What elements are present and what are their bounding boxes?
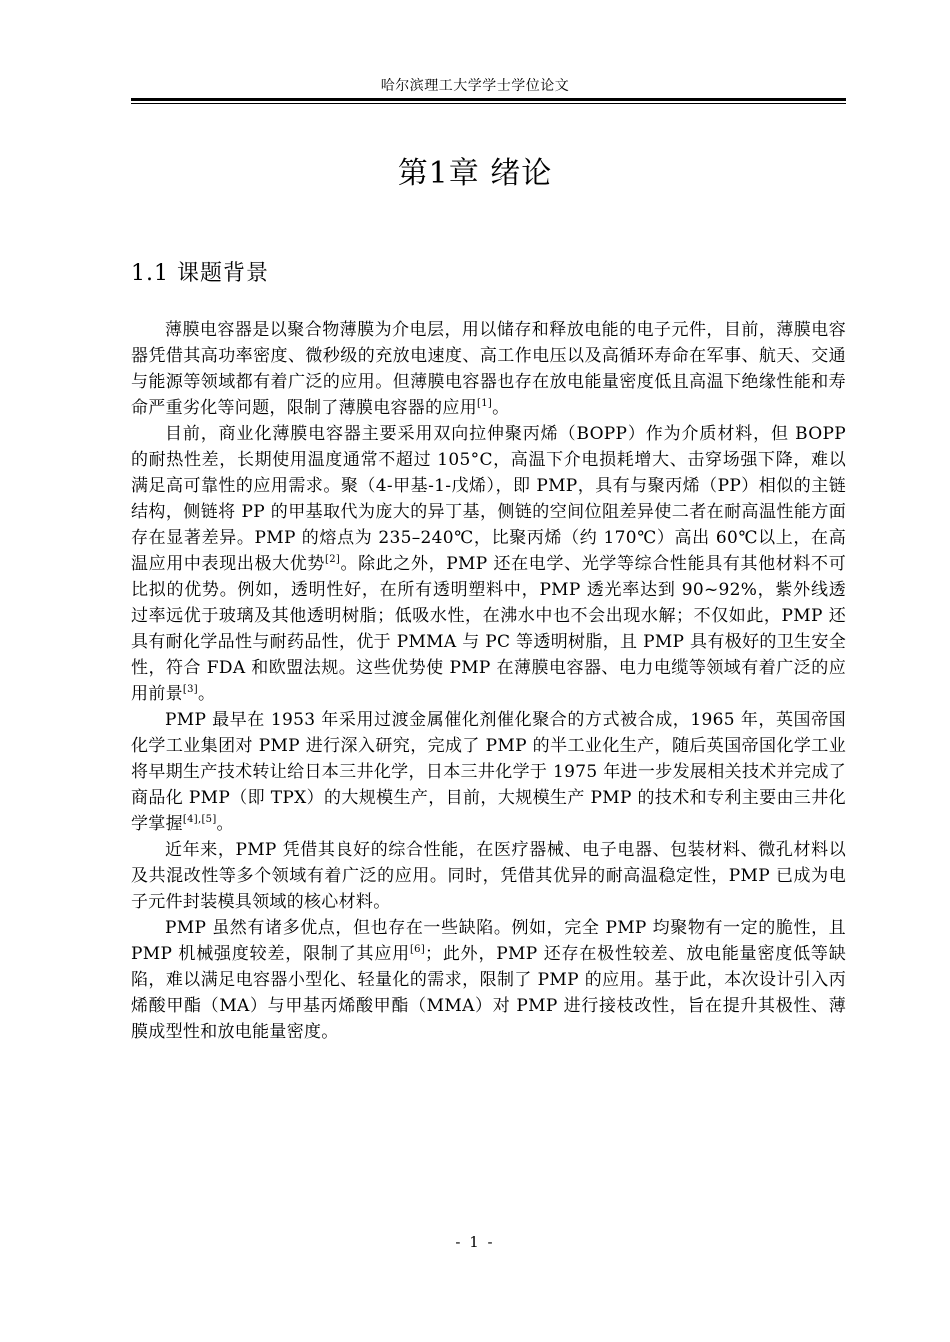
paragraph-text: 近年来，PMP 凭借其良好的综合性能，在医疗器械、电子电器、包装材料、微孔材料以及共混改性等多个领域有着广泛的应用。同时，凭借其优异的耐高温稳定性，PMP 已成为电子元件封装模具领域的核心材料。 [131,840,846,912]
paragraph-5 [131,915,846,1045]
citation: [4],[5] [182,814,217,825]
paragraph-2 [131,421,846,707]
paragraph-4 [131,837,846,915]
paragraph-text: 。 [492,398,510,418]
paragraph-text: PMP 虽然有诸多优点，但也存在一些缺陷。例如，完全 PMP 均聚物有一定的脆性，且 PMP 机械强度较差，限制了其应用 [131,918,846,964]
running-header: 哈尔滨理工大学学士学位论文 [380,78,570,94]
paragraph-3 [131,707,846,837]
paragraph-text: 。除此之外，PMP 还在电学、光学等综合性能具有其他材料不可比拟的优势。例如，透明性好，在所有透明塑料中，PMP 透光率达到 90~92%，紫外线透过率远优于玻璃及其他透明树脂；低吸水性，在沸水中也不会出现水解；不仅如此，PMP 还具有耐化学品性与耐药品性，优于 PMMA 与 PC 等透明树脂，且 PMP 具有极好的卫生安全性，符合 FDA 和欧盟法规。这些优势使 PMP 在薄膜电容器、电力电缆等领域有着广泛的应用前景 [131,554,846,704]
header-rule-thick [131,98,846,101]
page-number: - 1 - [455,1233,495,1251]
citation: [6] [409,944,426,955]
paragraph-text: 。 [197,684,216,704]
paragraph-text: 。 [216,814,234,834]
paragraph-1 [131,317,846,421]
citation: [1] [477,398,493,409]
paragraph-text: ；此外，PMP 还存在极性较差、放电能量密度低等缺陷，难以满足电容器小型化、轻量化的需求，限制了 PMP 的应用。基于此，本次设计引入丙烯酸甲酯（MA）与甲基丙烯酸甲酯（MMA）对 PMP 进行接枝改性，旨在提升其极性、薄膜成型性和放电能量密度。 [131,944,846,1042]
paragraph-text: PMP 最早在 1953 年采用过渡金属催化剂催化聚合的方式被合成，1965 年，英国帝国化学工业集团对 PMP 进行深入研究，完成了 PMP 的半工业化生产，随后英国帝国化学工业将早期生产技术转让给日本三井化学，日本三井化学于 1975 年进一步发展相关技术并完成了商品化 PMP（即 TPX）的大规模生产，目前，大规模生产 PMP 的技术和专利主要由三井化学掌握 [131,710,846,834]
citation: [2] [325,554,341,565]
body-text [131,317,846,1045]
paragraph-text: 目前，商业化薄膜电容器主要采用双向拉伸聚丙烯（BOPP）作为介质材料，但 BOPP 的耐热性差，长期使用温度通常不超过 105°C，高温下介电损耗增大、击穿场强下降，难以满足高可靠性的应用需求。聚（4-甲基-1-戊烯），即 PMP，具有与聚丙烯（PP）相似的主链结构，侧链将 PP 的甲基取代为庞大的异丁基，侧链的空间位阻差异使二者在耐高温性能方面存在显著差异。PMP 的熔点为 235–240℃，比聚丙烯（约 170℃）高出 60℃以上，在高温应用中表现出极大优势 [131,424,846,574]
paragraph-text: 薄膜电容器是以聚合物薄膜为介电层，用以储存和释放电能的电子元件，目前，薄膜电容器凭借其高功率密度、微秒级的充放电速度、高工作电压以及高循环寿命在军事、航天、交通与能源等领域都有着广泛的应用。但薄膜电容器也存在放电能量密度低且高温下绝缘性能和寿命严重劣化等问题，限制了薄膜电容器的应用 [131,320,846,418]
citation: [3] [182,684,198,695]
section-title: 1.1 课题背景 [131,261,269,286]
header-rule-thin [131,103,846,104]
chapter-title: 第1章 绪论 [397,156,553,191]
